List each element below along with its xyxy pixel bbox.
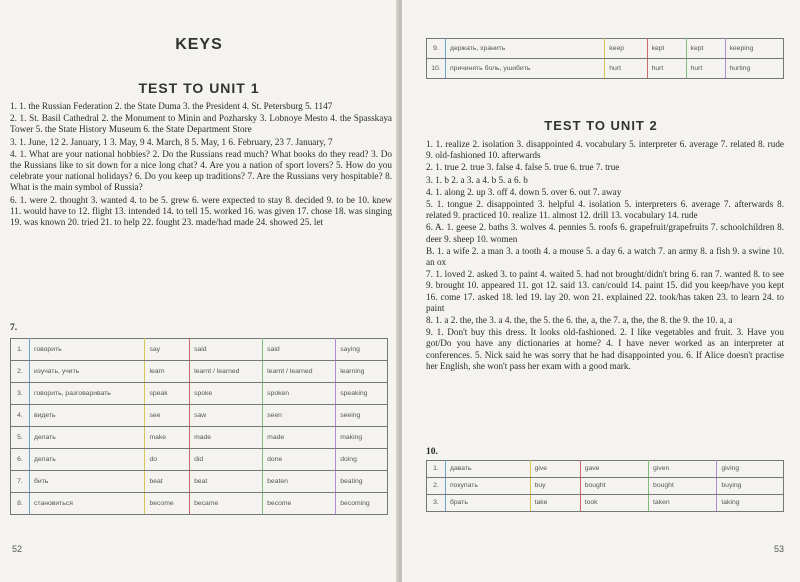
- answer-paragraph: 2. 1. St. Basil Cathedral 2. the Monument to Minin and Pozharsky 3. Lobnoye Mesto 4. the Spasskaya Tower 5. the State History Museum 6. the State Department Store: [10, 113, 392, 135]
- table-cell: keep: [605, 39, 647, 59]
- table-cell: kept: [647, 39, 686, 59]
- table-cell: давать: [446, 461, 531, 478]
- answer-paragraph: 4. 1. along 2. up 3. off 4. down 5. over 6. out 7. away: [426, 186, 622, 197]
- table-cell: делать: [30, 449, 145, 471]
- table-cell: hurt: [605, 59, 647, 79]
- table-cell: 6.: [11, 449, 30, 471]
- answer-paragraph: 4. 1. What are your national hobbies? 2. Do the Russians read much? What books do they read? 3. Do the Russians like to sit down for a nice long chat? 4. Are you a nation of sport lovers? 5. How do you celebrate your national holidays? 6. Do you keep up traditions? 7. Are the Russians very hospitable? 8. What is the main symbol of Russia?: [10, 148, 392, 193]
- table-cell: 3.: [11, 383, 30, 405]
- unit1-title: TEST TO UNIT 1: [138, 80, 260, 96]
- table-cell: 2.: [427, 478, 446, 495]
- table-cell: держать, хранить: [446, 39, 605, 59]
- table-cell: become: [145, 493, 190, 515]
- right-page: [402, 0, 800, 582]
- table-cell: did: [190, 449, 263, 471]
- table-cell: buying: [717, 478, 784, 495]
- table-cell: see: [145, 405, 190, 427]
- table-cell: gave: [580, 461, 648, 478]
- table-cell: seeing: [336, 405, 388, 427]
- table-cell: giving: [717, 461, 784, 478]
- table-cell: doing: [336, 449, 388, 471]
- table-cell: made: [190, 427, 263, 449]
- table-cell: given: [649, 461, 717, 478]
- table-cell: become: [263, 493, 336, 515]
- answer-paragraph: 2. 1. true 2. true 3. false 4. false 5. true 6. true 7. true: [426, 162, 620, 173]
- page-number: 53: [773, 544, 784, 554]
- table-row: [11, 339, 388, 361]
- table-label: 10.: [426, 447, 438, 457]
- table-cell: spoken: [263, 383, 336, 405]
- table-cell: причинять боль, ушибить: [446, 59, 605, 79]
- table-cell: 2.: [11, 361, 30, 383]
- answer-paragraph: 1. 1. realize 2. isolation 3. disappointed 4. vocabulary 5. interpreter 6. average 7. related 8. rude 9. old-fashioned 10. afterwards: [426, 139, 784, 161]
- table-cell: видеть: [30, 405, 145, 427]
- table-cell: beat: [145, 471, 190, 493]
- table-cell: 4.: [11, 405, 30, 427]
- unit1-answers: [10, 101, 392, 229]
- table-cell: became: [190, 493, 263, 515]
- table-cell: make: [145, 427, 190, 449]
- table-cell: keeping: [725, 39, 784, 59]
- table-cell: beating: [336, 471, 388, 493]
- table-cell: делать: [30, 427, 145, 449]
- table-row: [11, 449, 388, 471]
- left-page: [0, 0, 398, 582]
- table-cell: 9.: [427, 39, 446, 59]
- table-cell: speaking: [336, 383, 388, 405]
- table-row: [11, 427, 388, 449]
- table-cell: took: [580, 495, 648, 512]
- table-cell: done: [263, 449, 336, 471]
- unit2-answers: [426, 139, 784, 373]
- answer-paragraph: 3. 1. b 2. a 3. a 4. b 5. a 6. b: [426, 174, 528, 185]
- table-cell: speak: [145, 383, 190, 405]
- table-cell: made: [263, 427, 336, 449]
- table-cell: learnt / learned: [263, 361, 336, 383]
- table-cell: saw: [190, 405, 263, 427]
- table-cell: take: [530, 495, 580, 512]
- table-cell: 10.: [427, 59, 446, 79]
- table-cell: saying: [336, 339, 388, 361]
- table-cell: hurting: [725, 59, 784, 79]
- table-cell: learnt / learned: [190, 361, 263, 383]
- answer-paragraph: 5. 1. tongue 2. disappointed 3. helpful 4. isolation 5. interpreters 6. average 7. afterwards 8. related 9. practiced 10. realize 11. almost 12. drill 13. vocabulary 14. rude: [426, 199, 784, 221]
- table-cell: kept: [686, 39, 725, 59]
- table-row: [11, 471, 388, 493]
- table-cell: говорить: [30, 339, 145, 361]
- answer-paragraph: 6. A. 1. geese 2. baths 3. wolves 4. pennies 5. roofs 6. grapefruit/grapefruits 7. schoolchildren 8. deer 9. sheep 10. women: [426, 222, 784, 244]
- table-cell: говорить, разговаривать: [30, 383, 145, 405]
- table-cell: learning: [336, 361, 388, 383]
- table-cell: do: [145, 449, 190, 471]
- table-row: [11, 493, 388, 515]
- table-row: [427, 495, 784, 512]
- table-cell: hurt: [647, 59, 686, 79]
- verb-table: [426, 460, 784, 512]
- table-row: [427, 59, 784, 79]
- table-cell: 7.: [11, 471, 30, 493]
- table-cell: becoming: [336, 493, 388, 515]
- table-cell: taken: [649, 495, 717, 512]
- table-label: 7.: [10, 323, 18, 333]
- table-cell: said: [190, 339, 263, 361]
- table-cell: 3.: [427, 495, 446, 512]
- table-row: [11, 405, 388, 427]
- table-cell: брать: [446, 495, 531, 512]
- verb-table-continued: [426, 38, 784, 79]
- table-cell: taking: [717, 495, 784, 512]
- page-number: 52: [12, 544, 23, 554]
- table-cell: bought: [649, 478, 717, 495]
- table-cell: 1.: [11, 339, 30, 361]
- answer-paragraph: 8. 1. a 2. the, the 3. a 4. the, the 5. the 6. the, a, the 7. a, the, the 8. the 9. the 10. a, a: [426, 315, 733, 326]
- answer-paragraph: 6. 1. were 2. thought 3. wanted 4. to be 5. grew 6. were expected to stay 8. decided 9. to be 10. knew 11. would have to 12. flight 13. intended 14. to tell 15. worked 16. was given 17. chose 18. was singing 19. was known 20. tried 21. to help 22. fought 23. made/had made 24. showed 25. let: [10, 194, 392, 228]
- table-row: [427, 478, 784, 495]
- table-cell: 8.: [11, 493, 30, 515]
- answer-paragraph: B. 1. a wife 2. a man 3. a tooth 4. a mouse 5. a day 6. a watch 7. an army 8. a fish 9. a swine 10. an ox: [426, 245, 784, 268]
- table-cell: 5.: [11, 427, 30, 449]
- table-cell: give: [530, 461, 580, 478]
- table-cell: say: [145, 339, 190, 361]
- table-row: [427, 461, 784, 478]
- table-cell: становиться: [30, 493, 145, 515]
- table-cell: making: [336, 427, 388, 449]
- table-row: [427, 39, 784, 59]
- answer-paragraph: 9. 1. Don't buy this dress. It looks old-fashioned. 2. I like vegetables and fruit. 3. Have you got/Do you have any dictionaries at home? 4. I have never worked as an interpreter at conferences. 5. Nick said he was sorry that he had disappointed you. 6. If Alice doesn't practise her English, she won't pass her exam with a good mark.: [426, 327, 784, 371]
- unit2-title: TEST TO UNIT 2: [544, 118, 658, 133]
- table-cell: 1.: [427, 461, 446, 478]
- table-cell: изучать, учить: [30, 361, 145, 383]
- table-cell: beat: [190, 471, 263, 493]
- table-cell: learn: [145, 361, 190, 383]
- table-cell: hurt: [686, 59, 725, 79]
- answer-paragraph: 3. 1. June, 12 2. January, 1 3. May, 9 4. March, 8 5. May, 1 6. February, 23 7. January, 7: [10, 136, 333, 147]
- table-row: [11, 361, 388, 383]
- table-cell: spoke: [190, 383, 263, 405]
- keys-title: KEYS: [175, 36, 223, 53]
- table-cell: beaten: [263, 471, 336, 493]
- table-cell: бить: [30, 471, 145, 493]
- answer-paragraph: 1. 1. the Russian Federation 2. the State Duma 3. the President 4. St. Petersburg 5. 1147: [10, 101, 333, 111]
- table-cell: seen: [263, 405, 336, 427]
- verb-table: [10, 338, 388, 515]
- table-cell: bought: [580, 478, 648, 495]
- answer-paragraph: 7. 1. loved 2. asked 3. to paint 4. waited 5. had not brought/didn't bring 6. ran 7. wanted 8. to see 9. brought 10. appeared 11. got 12. said 13. can/could 14. paint 15. did you keep/have you kept 16. come 17. asked 18. led 19. lay 20. won 21. explained 22. took/has taken 23. to learn 24. to paint: [426, 269, 784, 313]
- table-row: [11, 383, 388, 405]
- table-cell: buy: [530, 478, 580, 495]
- table-cell: покупать: [446, 478, 531, 495]
- table-cell: said: [263, 339, 336, 361]
